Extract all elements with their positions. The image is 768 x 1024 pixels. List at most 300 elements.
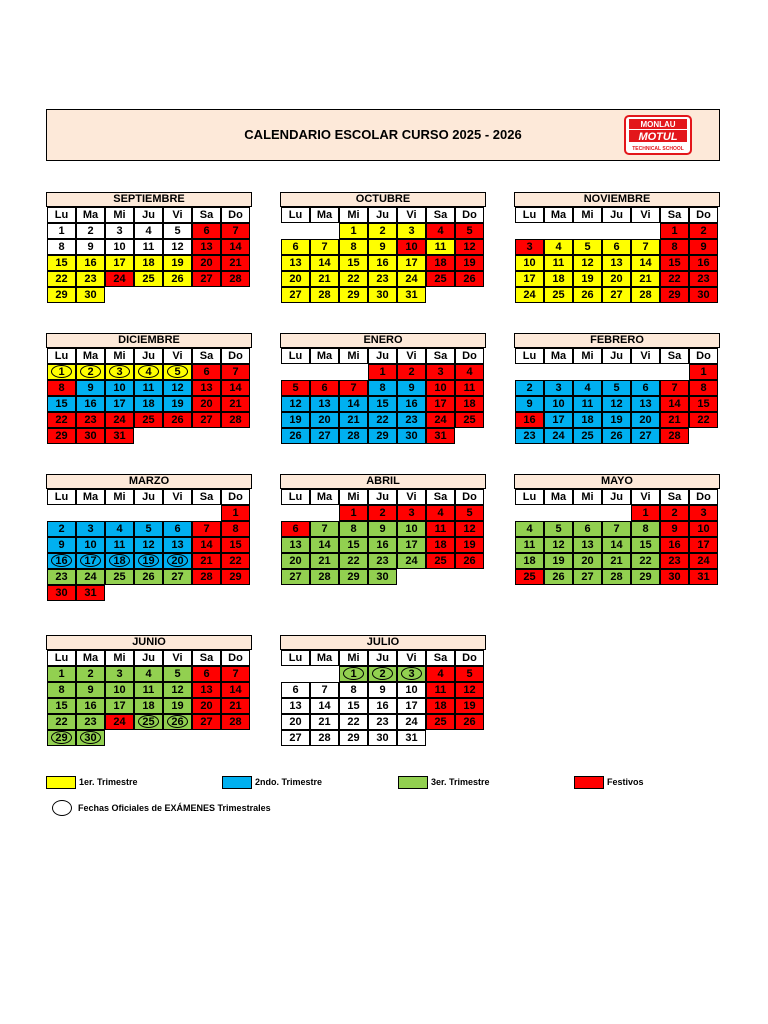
- day-cell: 6: [281, 239, 310, 255]
- day-cell: 27: [281, 569, 310, 585]
- day-cell: 1: [689, 364, 718, 380]
- weekday-header: Lu: [47, 348, 76, 364]
- day-cell: 20: [192, 396, 221, 412]
- exam-circle-icon: [51, 731, 72, 744]
- day-cell: 30: [660, 569, 689, 585]
- day-cell: 19: [163, 698, 192, 714]
- day-cell: 2: [397, 364, 426, 380]
- day-cell: 27: [573, 569, 602, 585]
- day-cell: 8: [339, 682, 368, 698]
- weekday-header: Lu: [281, 207, 310, 223]
- empty-cell: [544, 505, 573, 521]
- day-cell: 23: [397, 412, 426, 428]
- day-cell: 22: [339, 271, 368, 287]
- day-cell: 21: [310, 553, 339, 569]
- day-cell: 16: [47, 553, 76, 569]
- day-cell: 26: [602, 428, 631, 444]
- day-cell: 5: [455, 505, 484, 521]
- day-cell: 2: [368, 505, 397, 521]
- day-cell: 1: [47, 364, 76, 380]
- legend-swatch-red: [574, 776, 604, 789]
- day-cell: 26: [573, 287, 602, 303]
- day-cell: 4: [426, 505, 455, 521]
- legend-label: Festivos: [607, 777, 644, 787]
- day-cell: 11: [134, 682, 163, 698]
- weekday-header: Do: [221, 348, 250, 364]
- weekday-header: Vi: [163, 489, 192, 505]
- day-cell: 19: [455, 255, 484, 271]
- exam-circle-icon: [167, 554, 188, 567]
- weekday-header: Do: [221, 650, 250, 666]
- day-cell: 5: [163, 364, 192, 380]
- day-cell: 28: [310, 287, 339, 303]
- day-cell: 9: [368, 682, 397, 698]
- weekday-header: Ma: [544, 207, 573, 223]
- day-cell: 28: [192, 569, 221, 585]
- day-cell: 28: [221, 714, 250, 730]
- day-cell: 25: [105, 569, 134, 585]
- day-cell: 17: [397, 698, 426, 714]
- empty-cell: [515, 505, 544, 521]
- day-cell: 24: [105, 714, 134, 730]
- day-cell: 8: [221, 521, 250, 537]
- day-cell: 10: [397, 682, 426, 698]
- svg-text:TECHNICAL SCHOOL: TECHNICAL SCHOOL: [632, 146, 684, 152]
- day-cell: 19: [455, 698, 484, 714]
- day-cell: 18: [426, 698, 455, 714]
- month-name: FEBRERO: [514, 333, 720, 348]
- day-cell: 7: [221, 223, 250, 239]
- day-cell: 31: [397, 730, 426, 746]
- day-cell: 9: [368, 521, 397, 537]
- day-cell: 8: [47, 239, 76, 255]
- exam-circle-icon: [80, 731, 101, 744]
- empty-cell: [134, 505, 163, 521]
- empty-cell: [573, 505, 602, 521]
- day-cell: 23: [368, 553, 397, 569]
- empty-cell: [281, 364, 310, 380]
- day-cell: 22: [689, 412, 718, 428]
- day-cell: 31: [397, 287, 426, 303]
- day-cell: 9: [76, 682, 105, 698]
- day-cell: 26: [544, 569, 573, 585]
- day-cell: 22: [339, 553, 368, 569]
- day-cell: 1: [660, 223, 689, 239]
- empty-cell: [281, 666, 310, 682]
- day-cell: 1: [339, 505, 368, 521]
- weekday-header: Ma: [76, 650, 105, 666]
- day-cell: 1: [368, 364, 397, 380]
- day-cell: 21: [339, 412, 368, 428]
- month-grid: [47, 489, 250, 601]
- legend-swatch-green: [398, 776, 428, 789]
- day-cell: 11: [426, 682, 455, 698]
- day-cell: 20: [281, 553, 310, 569]
- day-cell: 11: [134, 380, 163, 396]
- day-cell: 21: [631, 271, 660, 287]
- exam-circle-icon: [138, 365, 159, 378]
- day-cell: 24: [544, 428, 573, 444]
- day-cell: 10: [426, 380, 455, 396]
- day-cell: 12: [281, 396, 310, 412]
- day-cell: 21: [192, 553, 221, 569]
- month-abril: [280, 474, 486, 585]
- day-cell: 16: [660, 537, 689, 553]
- day-cell: 19: [134, 553, 163, 569]
- weekday-header: Ma: [310, 489, 339, 505]
- day-cell: 8: [47, 682, 76, 698]
- day-cell: 8: [368, 380, 397, 396]
- day-cell: 20: [192, 255, 221, 271]
- day-cell: 1: [47, 223, 76, 239]
- month-grid: [47, 207, 250, 303]
- day-cell: 18: [573, 412, 602, 428]
- weekday-header: Ju: [368, 650, 397, 666]
- day-cell: 20: [281, 271, 310, 287]
- day-cell: 23: [515, 428, 544, 444]
- day-cell: 16: [76, 396, 105, 412]
- day-cell: 4: [134, 666, 163, 682]
- empty-cell: [310, 505, 339, 521]
- day-cell: 1: [339, 223, 368, 239]
- weekday-header: Mi: [573, 489, 602, 505]
- empty-cell: [192, 505, 221, 521]
- day-cell: 15: [47, 698, 76, 714]
- day-cell: 9: [47, 537, 76, 553]
- weekday-header: Lu: [515, 207, 544, 223]
- day-cell: 27: [281, 730, 310, 746]
- day-cell: 22: [47, 271, 76, 287]
- day-cell: 30: [689, 287, 718, 303]
- month-marzo: [46, 474, 252, 601]
- weekday-header: Lu: [281, 348, 310, 364]
- day-cell: 24: [76, 569, 105, 585]
- day-cell: 18: [105, 553, 134, 569]
- empty-cell: [47, 505, 76, 521]
- weekday-header: Do: [455, 348, 484, 364]
- day-cell: 26: [455, 271, 484, 287]
- day-cell: 16: [515, 412, 544, 428]
- day-cell: 24: [397, 714, 426, 730]
- day-cell: 24: [515, 287, 544, 303]
- legend-label: 1er. Trimestre: [79, 777, 138, 787]
- empty-cell: [602, 223, 631, 239]
- weekday-header: Sa: [426, 348, 455, 364]
- day-cell: 11: [105, 537, 134, 553]
- day-cell: 12: [163, 682, 192, 698]
- day-cell: 7: [310, 521, 339, 537]
- day-cell: 16: [689, 255, 718, 271]
- month-name: NOVIEMBRE: [514, 192, 720, 207]
- day-cell: 26: [134, 569, 163, 585]
- day-cell: 16: [368, 255, 397, 271]
- day-cell: 4: [544, 239, 573, 255]
- month-grid: [281, 348, 484, 444]
- day-cell: 14: [631, 255, 660, 271]
- day-cell: 11: [426, 521, 455, 537]
- day-cell: 10: [544, 396, 573, 412]
- weekday-header: Ju: [368, 489, 397, 505]
- month-grid: [47, 348, 250, 444]
- month-julio: [280, 635, 486, 746]
- day-cell: 14: [310, 255, 339, 271]
- empty-cell: [76, 505, 105, 521]
- weekday-header: Ma: [310, 207, 339, 223]
- exam-circle-icon: [109, 554, 130, 567]
- day-cell: 13: [281, 698, 310, 714]
- day-cell: 5: [281, 380, 310, 396]
- day-cell: 18: [544, 271, 573, 287]
- day-cell: 23: [368, 714, 397, 730]
- month-grid: [281, 489, 484, 585]
- weekday-header: Lu: [281, 489, 310, 505]
- exam-circle-icon: [51, 365, 72, 378]
- day-cell: 19: [163, 255, 192, 271]
- day-cell: 14: [660, 396, 689, 412]
- exam-circle-icon: [167, 715, 188, 728]
- weekday-header: Lu: [47, 650, 76, 666]
- weekday-header: Mi: [573, 348, 602, 364]
- day-cell: 17: [105, 255, 134, 271]
- day-cell: 12: [455, 521, 484, 537]
- empty-cell: [631, 223, 660, 239]
- month-name: JULIO: [280, 635, 486, 650]
- day-cell: 22: [47, 714, 76, 730]
- day-cell: 30: [76, 428, 105, 444]
- day-cell: 30: [76, 730, 105, 746]
- day-cell: 30: [47, 585, 76, 601]
- weekday-header: Vi: [397, 650, 426, 666]
- day-cell: 6: [192, 223, 221, 239]
- legend-swatch-blue: [222, 776, 252, 789]
- day-cell: 15: [660, 255, 689, 271]
- day-cell: 25: [544, 287, 573, 303]
- weekday-header: Mi: [339, 348, 368, 364]
- empty-cell: [281, 505, 310, 521]
- day-cell: 6: [310, 380, 339, 396]
- day-cell: 28: [310, 730, 339, 746]
- day-cell: 5: [134, 521, 163, 537]
- weekday-header: Ju: [134, 489, 163, 505]
- day-cell: 26: [455, 553, 484, 569]
- weekday-header: Do: [455, 650, 484, 666]
- day-cell: 20: [573, 553, 602, 569]
- day-cell: 4: [426, 666, 455, 682]
- exam-circle-icon: [80, 365, 101, 378]
- day-cell: 20: [602, 271, 631, 287]
- weekday-header: Ma: [310, 348, 339, 364]
- day-cell: 23: [76, 412, 105, 428]
- month-noviembre: [514, 192, 720, 303]
- weekday-header: Do: [455, 207, 484, 223]
- day-cell: 11: [134, 239, 163, 255]
- day-cell: 29: [221, 569, 250, 585]
- weekday-header: Ma: [76, 348, 105, 364]
- day-cell: 4: [105, 521, 134, 537]
- day-cell: 4: [515, 521, 544, 537]
- month-grid: [515, 348, 718, 444]
- day-cell: 25: [426, 553, 455, 569]
- month-grid: [515, 489, 718, 585]
- day-cell: 30: [368, 287, 397, 303]
- day-cell: 23: [76, 271, 105, 287]
- day-cell: 22: [368, 412, 397, 428]
- day-cell: 6: [163, 521, 192, 537]
- day-cell: 29: [47, 730, 76, 746]
- day-cell: 16: [76, 698, 105, 714]
- day-cell: 30: [397, 428, 426, 444]
- day-cell: 4: [573, 380, 602, 396]
- svg-text:MONLAU: MONLAU: [640, 120, 676, 129]
- day-cell: 16: [368, 537, 397, 553]
- day-cell: 1: [631, 505, 660, 521]
- day-cell: 29: [631, 569, 660, 585]
- day-cell: 19: [281, 412, 310, 428]
- day-cell: 27: [192, 271, 221, 287]
- day-cell: 3: [544, 380, 573, 396]
- day-cell: 18: [134, 255, 163, 271]
- day-cell: 15: [368, 396, 397, 412]
- day-cell: 5: [163, 666, 192, 682]
- day-cell: 14: [192, 537, 221, 553]
- empty-cell: [515, 364, 544, 380]
- day-cell: 9: [660, 521, 689, 537]
- day-cell: 22: [660, 271, 689, 287]
- day-cell: 10: [689, 521, 718, 537]
- day-cell: 29: [339, 569, 368, 585]
- day-cell: 9: [76, 239, 105, 255]
- weekday-header: Lu: [515, 348, 544, 364]
- day-cell: 5: [163, 223, 192, 239]
- day-cell: 15: [47, 396, 76, 412]
- day-cell: 14: [221, 380, 250, 396]
- day-cell: 10: [105, 682, 134, 698]
- weekday-header: Sa: [192, 207, 221, 223]
- exam-circle-icon: [51, 554, 72, 567]
- day-cell: 3: [397, 666, 426, 682]
- day-cell: 21: [221, 698, 250, 714]
- day-cell: 14: [310, 698, 339, 714]
- day-cell: 28: [310, 569, 339, 585]
- empty-cell: [310, 364, 339, 380]
- day-cell: 19: [602, 412, 631, 428]
- exam-circle-icon: [401, 667, 422, 680]
- day-cell: 26: [281, 428, 310, 444]
- day-cell: 11: [426, 239, 455, 255]
- day-cell: 3: [105, 364, 134, 380]
- weekday-header: Sa: [660, 489, 689, 505]
- exam-circle-icon: [138, 554, 159, 567]
- day-cell: 5: [544, 521, 573, 537]
- day-cell: 6: [602, 239, 631, 255]
- day-cell: 25: [426, 271, 455, 287]
- weekday-header: Vi: [163, 348, 192, 364]
- month-grid: [281, 207, 484, 303]
- weekday-header: Vi: [631, 348, 660, 364]
- day-cell: 18: [515, 553, 544, 569]
- day-cell: 4: [134, 364, 163, 380]
- day-cell: 14: [602, 537, 631, 553]
- day-cell: 13: [602, 255, 631, 271]
- day-cell: 25: [573, 428, 602, 444]
- day-cell: 14: [221, 682, 250, 698]
- day-cell: 6: [192, 666, 221, 682]
- weekday-header: Sa: [192, 489, 221, 505]
- day-cell: 12: [163, 380, 192, 396]
- day-cell: 13: [192, 682, 221, 698]
- empty-cell: [602, 364, 631, 380]
- day-cell: 8: [339, 521, 368, 537]
- calendar-header: [46, 109, 720, 161]
- day-cell: 10: [76, 537, 105, 553]
- day-cell: 24: [105, 412, 134, 428]
- weekday-header: Sa: [660, 207, 689, 223]
- legend-circle-icon: [52, 800, 72, 816]
- day-cell: 17: [689, 537, 718, 553]
- day-cell: 3: [397, 223, 426, 239]
- day-cell: 19: [163, 396, 192, 412]
- weekday-header: Sa: [426, 207, 455, 223]
- empty-cell: [544, 364, 573, 380]
- day-cell: 20: [163, 553, 192, 569]
- weekday-header: Ju: [368, 348, 397, 364]
- day-cell: 12: [134, 537, 163, 553]
- weekday-header: Vi: [397, 489, 426, 505]
- day-cell: 15: [47, 255, 76, 271]
- day-cell: 3: [105, 666, 134, 682]
- day-cell: 13: [281, 255, 310, 271]
- day-cell: 7: [310, 239, 339, 255]
- day-cell: 24: [397, 271, 426, 287]
- day-cell: 9: [368, 239, 397, 255]
- day-cell: 21: [602, 553, 631, 569]
- weekday-header: Mi: [339, 207, 368, 223]
- day-cell: 18: [134, 396, 163, 412]
- day-cell: 10: [105, 380, 134, 396]
- day-cell: 13: [573, 537, 602, 553]
- month-name: DICIEMBRE: [46, 333, 252, 348]
- month-enero: [280, 333, 486, 444]
- day-cell: 13: [163, 537, 192, 553]
- weekday-header: Ma: [310, 650, 339, 666]
- weekday-header: Ju: [134, 348, 163, 364]
- weekday-header: Sa: [192, 650, 221, 666]
- legend-label: 3er. Trimestre: [431, 777, 490, 787]
- day-cell: 2: [689, 223, 718, 239]
- day-cell: 4: [426, 223, 455, 239]
- month-name: MAYO: [514, 474, 720, 489]
- month-name: MARZO: [46, 474, 252, 489]
- day-cell: 28: [631, 287, 660, 303]
- day-cell: 26: [163, 271, 192, 287]
- exam-circle-icon: [372, 667, 393, 680]
- weekday-header: Ju: [368, 207, 397, 223]
- day-cell: 27: [631, 428, 660, 444]
- day-cell: 19: [573, 271, 602, 287]
- day-cell: 7: [602, 521, 631, 537]
- day-cell: 12: [544, 537, 573, 553]
- day-cell: 27: [281, 287, 310, 303]
- day-cell: 12: [163, 239, 192, 255]
- day-cell: 3: [426, 364, 455, 380]
- weekday-header: Ma: [76, 489, 105, 505]
- day-cell: 29: [47, 287, 76, 303]
- day-cell: 12: [602, 396, 631, 412]
- empty-cell: [310, 223, 339, 239]
- day-cell: 12: [455, 239, 484, 255]
- weekday-header: Ma: [544, 348, 573, 364]
- day-cell: 14: [339, 396, 368, 412]
